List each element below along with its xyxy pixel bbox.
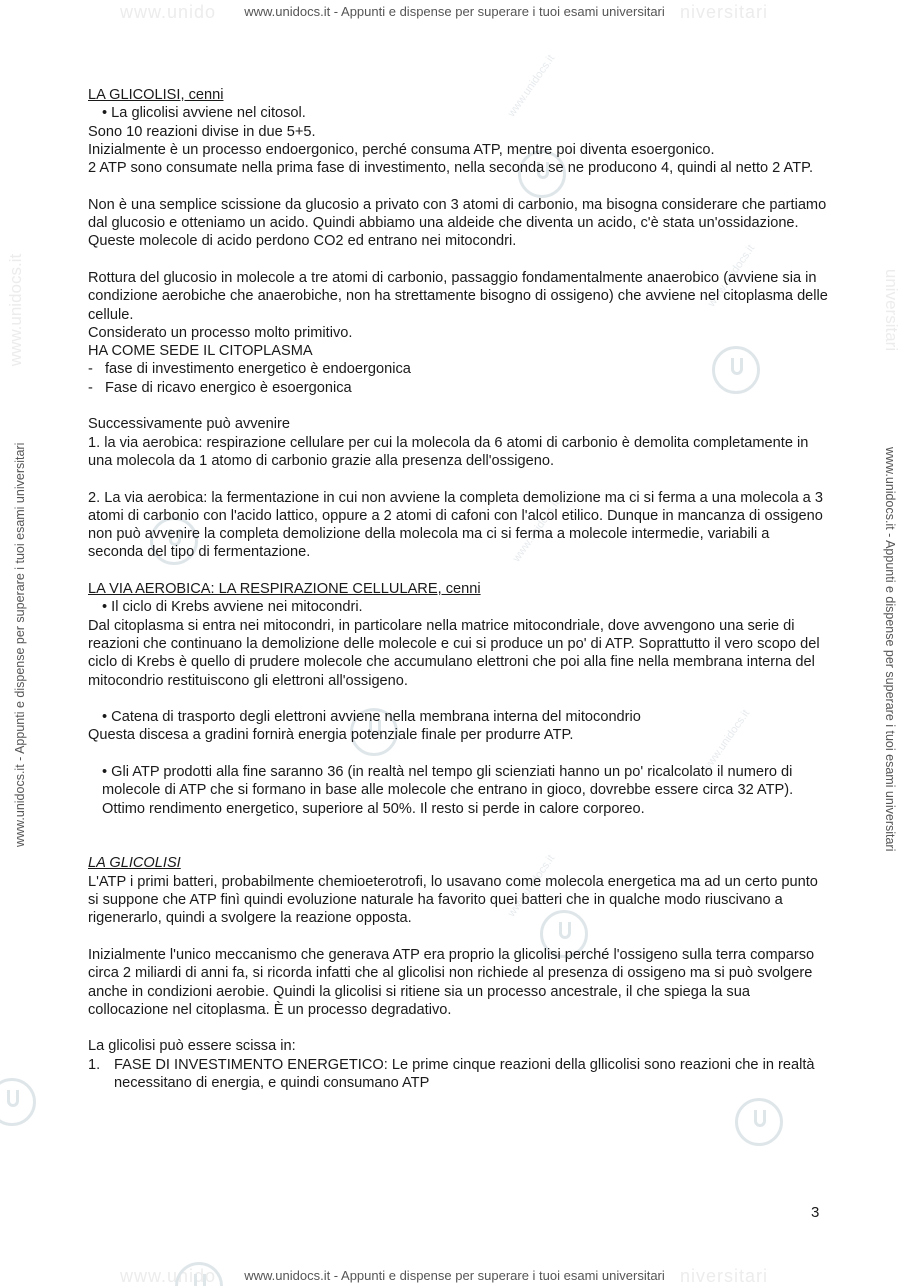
paragraph: Questa discesa a gradini fornirà energia potenziale finale per produrre ATP. [88, 727, 574, 744]
watermark-side-ghost-right: universitari [882, 268, 902, 352]
paragraph: L'ATP i primi batteri, probabilmente chemioeterotrofi, lo usavano come molecola energetica ma ad un certo punto si suppone che ATP finì quindi evoluzione naturale ha favorito quei batteri che in qualche modo riuscivano a rigenerarlo, quindi a svolgere la reazione opposta. [88, 873, 818, 927]
paragraph: La glicolisi può essere scissa in: [88, 1038, 296, 1055]
list-number: 1. [88, 1056, 101, 1073]
bullet-line: • La glicolisi avviene nel citosol. [102, 105, 306, 122]
watermark-ghost-left-bottom: www.unido [120, 1266, 217, 1286]
paragraph: Inizialmente l'unico meccanismo che generava ATP era proprio la glicolisi perché l'ossigeno sulla terra comparso circa 2 miliardi di anni fa, si ricorda infatti che al glicolisi non richiede al presenza di ossigeno ma si può svolgere anche in condizioni aerobie. Quindi la glicolisi si ritiene sia un processo ancestrale, il che spiega la sua collocazione nel citoplasma. È un processo degradativo. [88, 946, 815, 1018]
section-heading: LA GLICOLISI [88, 855, 181, 872]
watermark-diag: www.unidocs.it [505, 52, 558, 120]
watermark-diag: www.unidocs.it [705, 242, 758, 310]
dash-list-item [88, 360, 828, 378]
paragraph: Successivamente può avvenire [88, 416, 290, 433]
paragraph: 2 ATP sono consumate nella prima fase di investimento, nella seconda se ne producono 4, quindi al netto 2 ATP. [88, 160, 814, 177]
watermark-diag: www.unidocs.it [505, 852, 558, 920]
dash-list-item [88, 379, 828, 397]
watermark-logo-icon [0, 1078, 36, 1126]
watermark-header: www.unidocs.it - Appunti e dispense per superare i tuoi esami universitari [244, 4, 665, 19]
numbered-list-item [88, 1056, 828, 1093]
bullet-line: • Gli ATP prodotti alla fine saranno 36 (in realtà nel tempo gli scienziati hanno un po' ricalcolato il numero di molecole di ATP che si formano in base alle molecole che entrano in gioco, dovrebbe essere circa 32 ATP). Ottimo rendimento energetico, superiore al 50%. Il resto si perde in calore corporeo. [102, 763, 794, 817]
watermark-diag: www.unidocs.it [700, 707, 753, 775]
watermark-ghost-right: niversitari [680, 2, 769, 22]
watermark-footer: www.unidocs.it - Appunti e dispense per superare i tuoi esami universitari [244, 1268, 665, 1283]
watermark-ghost-left: www.unido [120, 2, 217, 22]
dash-marker: - [88, 361, 93, 378]
watermark-logo-icon [735, 1098, 783, 1146]
paragraph: HA COME SEDE IL CITOPLASMA [88, 343, 313, 360]
watermark-ghost-right-bottom: niversitari [680, 1266, 769, 1286]
watermark-side-ghost-left: www.unidocs.it [6, 253, 26, 367]
section-heading: LA VIA AEROBICA: LA RESPIRAZIONE CELLULARE, cenni [88, 581, 481, 598]
watermark-side-left: www.unidocs.it - Appunti e dispense per superare i tuoi esami universitari [13, 442, 27, 847]
paragraph: Non è una semplice scissione da glucosio a privato con 3 atomi di carbonio, ma bisogna considerare che partiamo dal glucosio e otteniamo un acido. Quindi abbiamo una aldeide che diventa un acido, c'è stata un'ossidazione. [88, 196, 827, 232]
dash-marker: - [88, 379, 93, 396]
page-number: 3 [811, 1204, 820, 1221]
paragraph: Dal citoplasma si entra nei mitocondri, in particolare nella matrice mitocondriale, dove avvengono una serie di reazioni che continuano la demolizione delle molecole e cui si produce un po' di ATP. Soprattutto il vero scopo del ciclo di Krebs è quello di prudere molecole che accumulano elettroni che poi alla fine nella membrana interna del mitocondrio restituiscono gli elettroni all'ossigeno. [88, 617, 820, 689]
document-body [88, 86, 828, 1092]
paragraph: Considerato un processo molto primitivo. [88, 324, 353, 341]
dash-text: Fase di ricavo energico è esoergonica [105, 379, 352, 396]
section-heading: LA GLICOLISI, cenni [88, 87, 224, 103]
bullet-line: • Catena di trasporto degli elettroni avviene nella membrana interna del mitocondrio [102, 709, 641, 726]
paragraph: Inizialmente è un processo endoergonico, perché consuma ATP, mentre poi diventa esoergonico. [88, 141, 715, 158]
watermark-side-right: www.unidocs.it - Appunti e dispense per superare i tuoi esami universitari [883, 447, 897, 852]
watermark-diag: www.unidocs.it [510, 497, 563, 565]
paragraph: Queste molecole di acido perdono CO2 ed entrano nei mitocondri. [88, 233, 517, 250]
dash-text: fase di investimento energetico è endoergonica [105, 361, 411, 378]
paragraph: 1. la via aerobica: respirazione cellulare per cui la molecola da 6 atomi di carbonio è demolita completamente in una molecola da 1 atomo di carbonio grazie alla presenza dell'ossigeno. [88, 434, 809, 469]
bullet-line: • Il ciclo di Krebs avviene nei mitocondri. [102, 599, 363, 616]
paragraph: Sono 10 reazioni divise in due 5+5. [88, 123, 316, 140]
paragraph: Rottura del glucosio in molecole a tre atomi di carbonio, passaggio fondamentalmente anaerobico (avviene sia in condizione aerobiche che anaerobiche, non ha strettamente bisogno di ossigeno) che avviene nel citoplasma delle cellule. [88, 269, 828, 323]
paragraph: 2. La via aerobica: la fermentazione in cui non avviene la completa demolizione ma ci si ferma a una molecola a 3 atomi di carbonio con l'acido lattico, oppure a 2 atomi di cafoni con l'alcol etilico. Dunque in mancanza di ossigeno non può avvenire la completa demolizione della molecola ma ci si ferma a molecole intermedie, variabili a seconda del tipo di fermentazione. [88, 489, 823, 561]
list-text: FASE DI INVESTIMENTO ENERGETICO: Le prime cinque reazioni della gllicolisi sono reazioni che in realtà necessitano di energia, e quindi consumano ATP [114, 1056, 815, 1092]
